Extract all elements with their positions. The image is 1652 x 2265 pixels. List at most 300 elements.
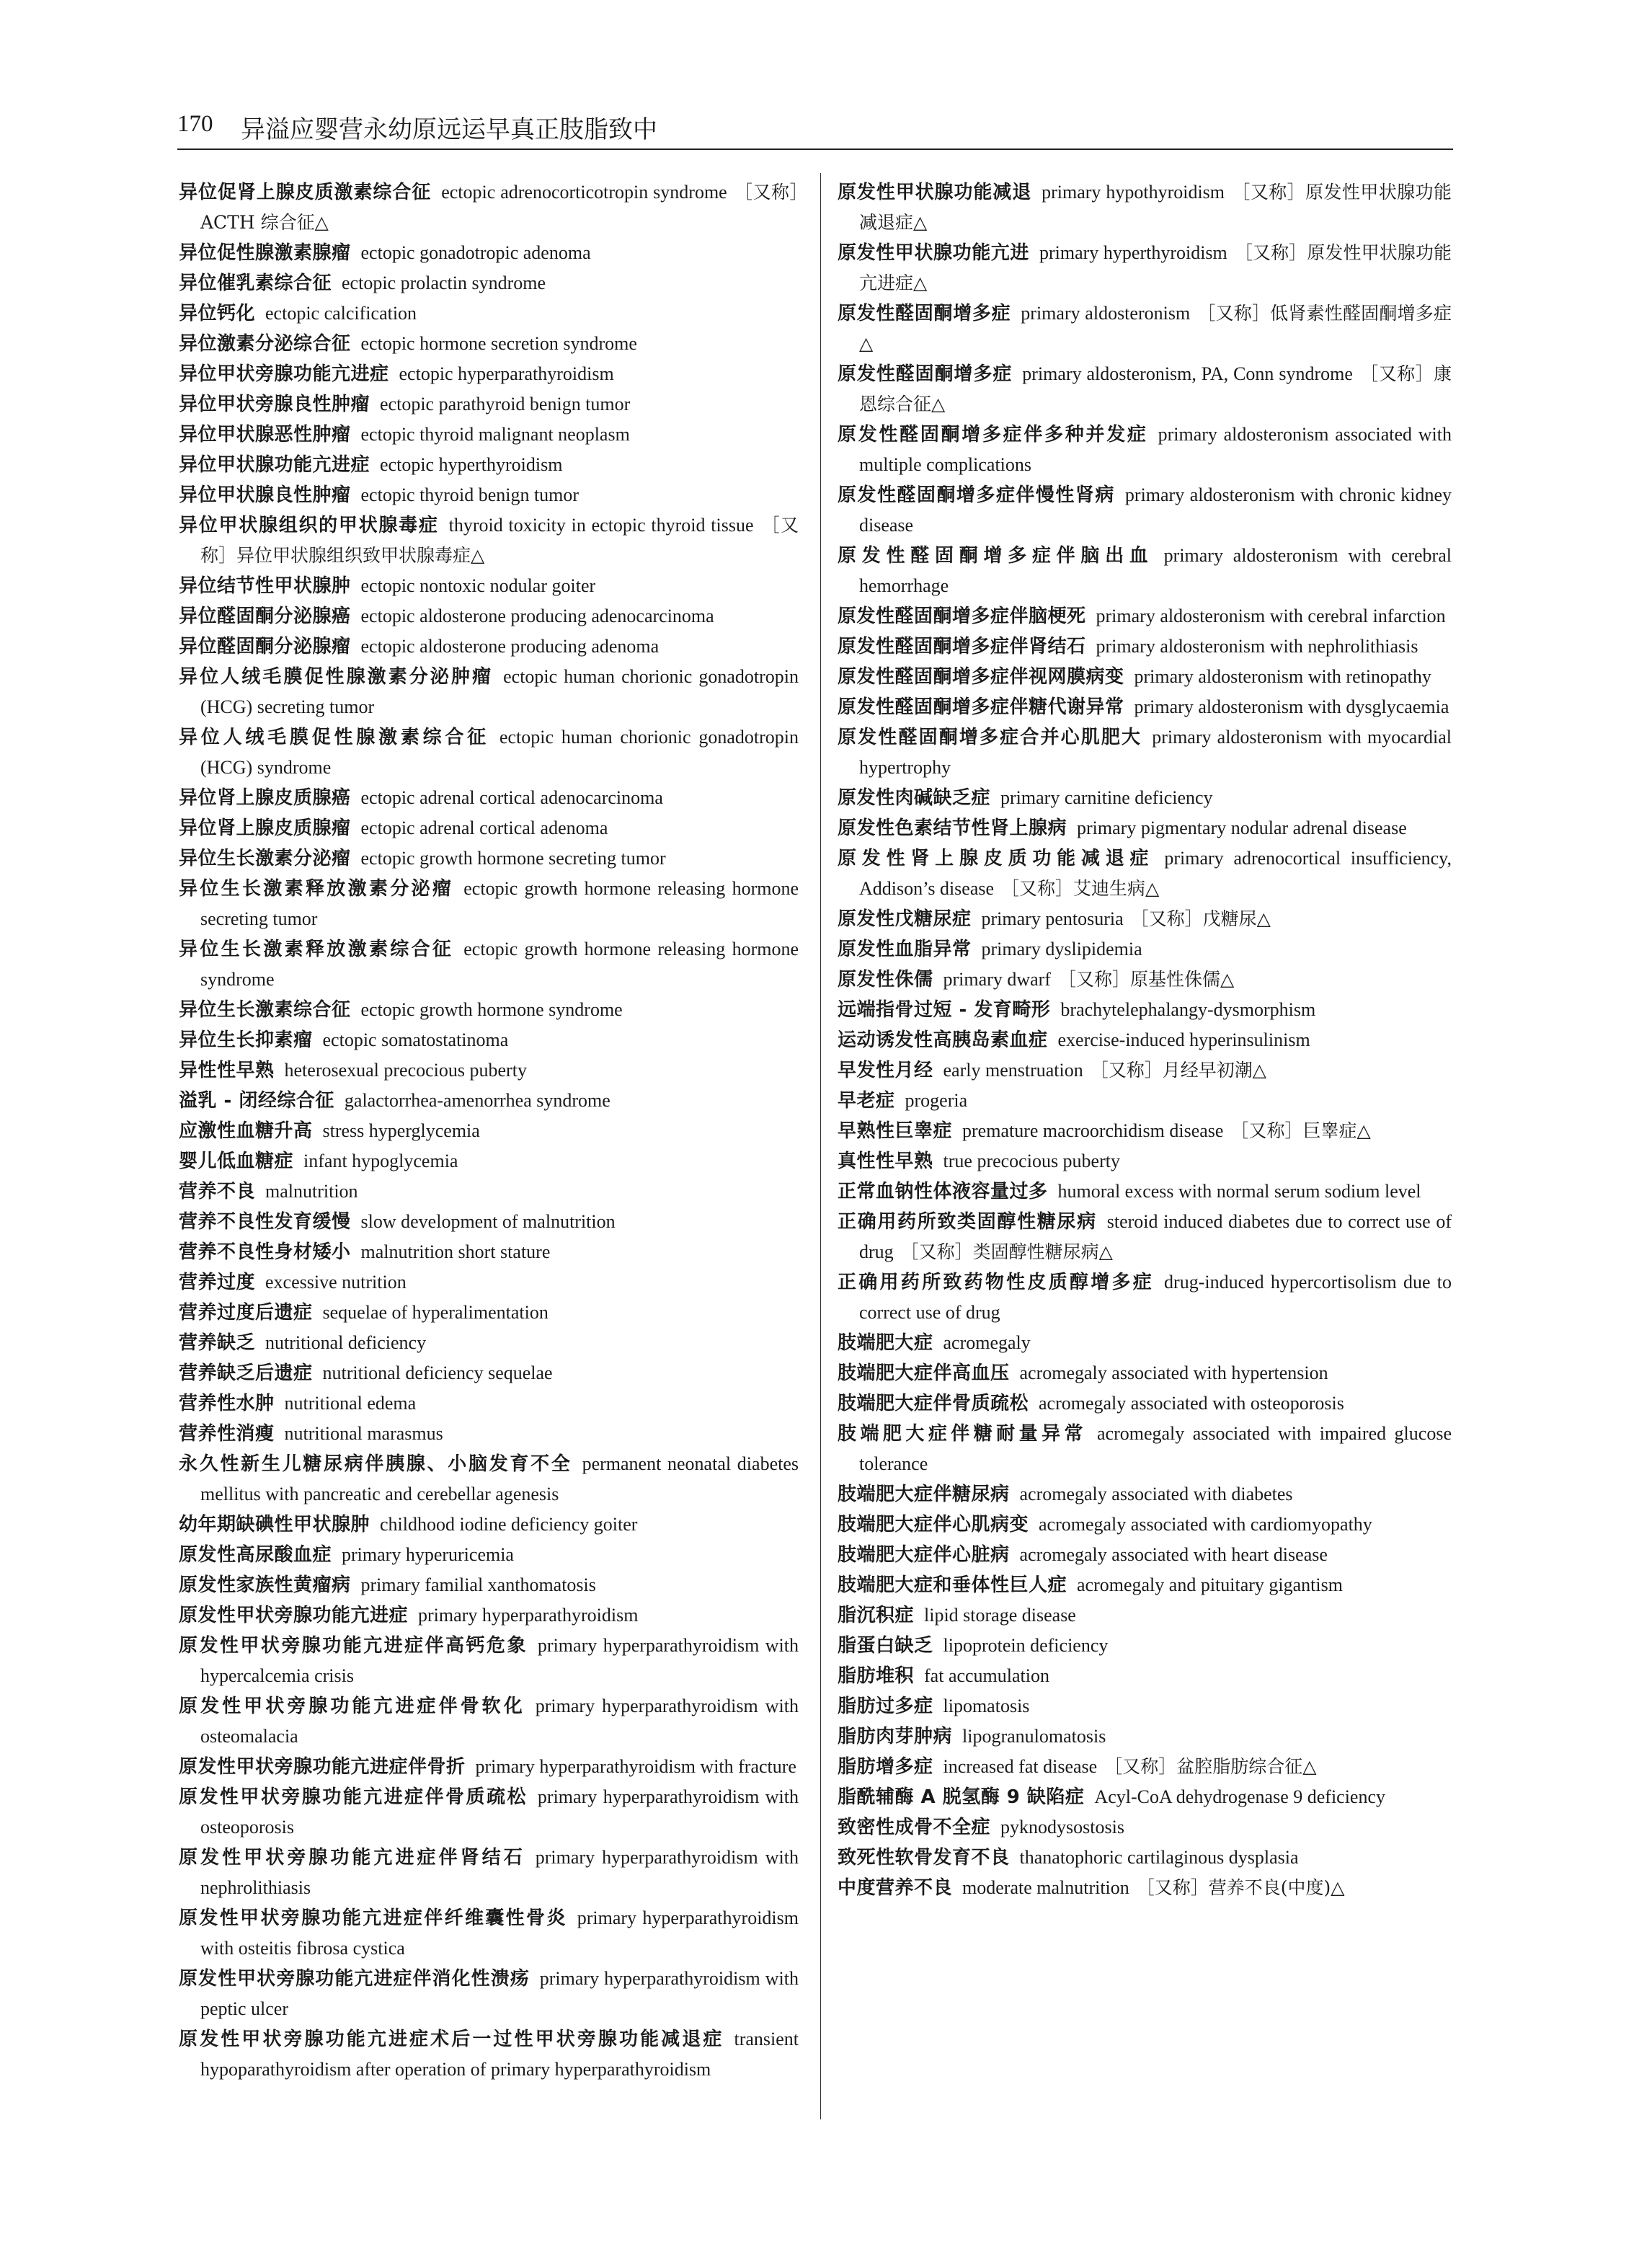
glossary-entry — [179, 1631, 799, 1691]
term-chinese: 异位甲状腺组织的甲状腺毒症 — [179, 515, 439, 536]
term-chinese: 异位人绒毛膜促性腺激素分泌肿瘤 — [179, 666, 494, 688]
glossary-entry — [179, 631, 799, 662]
term-chinese: 异位人绒毛膜促性腺激素综合征 — [179, 727, 489, 748]
term-english: malnutrition short stature — [360, 1241, 551, 1262]
term-chinese: 原发性醛固酮增多症伴慢性肾病 — [838, 484, 1115, 506]
term-chinese: 原发性甲状旁腺功能亢进症伴纤维囊性骨炎 — [179, 1907, 567, 1929]
glossary-entry — [838, 934, 1452, 965]
term-english: primary aldosteronism — [1021, 303, 1191, 324]
term-english: ectopic growth hormone syndrome — [360, 999, 623, 1020]
term-chinese: 营养不良性身材矮小 — [179, 1241, 351, 1263]
term-english: primary hyperthyroidism — [1039, 242, 1227, 263]
term-english: primary dyslipidemia — [981, 939, 1142, 959]
term-chinese: 肢端肥大症伴心脏病 — [838, 1544, 1010, 1566]
term-chinese: 肢端肥大症伴心肌病变 — [838, 1514, 1029, 1535]
term-chinese: 应激性血糖升高 — [179, 1120, 313, 1142]
glossary-entry — [838, 662, 1452, 692]
term-english: infant hypoglycemia — [303, 1151, 458, 1171]
term-chinese: 肢端肥大症 — [838, 1332, 933, 1354]
term-chinese: 原发性醛固酮增多症伴脑梗死 — [838, 606, 1086, 627]
term-english: permanent neonatal diabetes mellitus with pancreatic and cerebellar agenesis — [200, 1453, 799, 1504]
right-column — [838, 177, 1452, 1903]
term-chinese: 原发性醛固酮增多症合并心肌肥大 — [838, 727, 1142, 748]
glossary-entry — [179, 450, 799, 480]
glossary-entry — [179, 722, 799, 783]
glossary-entry — [179, 1237, 799, 1267]
glossary-entry — [838, 177, 1452, 238]
term-chinese: 早发性月经 — [838, 1060, 933, 1081]
term-chinese: 原发性甲状旁腺功能亢进症 — [179, 1605, 409, 1626]
term-english: acromegaly associated with diabetes — [1019, 1484, 1293, 1504]
glossary-entry — [179, 1358, 799, 1388]
term-chinese: 脂肪堆积 — [838, 1665, 915, 1687]
glossary-entry — [179, 1086, 799, 1116]
glossary-entry — [838, 995, 1452, 1025]
term-chinese: 肢端肥大症伴糖耐量异常 — [838, 1423, 1087, 1445]
term-english: ectopic growth hormone secreting tumor — [360, 848, 666, 869]
term-synonym: ［又称］低肾素性醛固酮增多症△ — [859, 303, 1452, 354]
header-rule — [177, 149, 1453, 150]
term-english: galactorrhea-amenorrhea syndrome — [344, 1090, 610, 1111]
term-english: primary aldosteronism, PA, Conn syndrome — [1022, 363, 1353, 384]
term-chinese: 异位甲状腺良性肿瘤 — [179, 484, 351, 506]
page-header — [177, 108, 1453, 147]
glossary-entry — [179, 1146, 799, 1176]
term-chinese: 正确用药所致药物性皮质醇增多症 — [838, 1272, 1155, 1293]
term-synonym: ［又称］营养不良(中度)△ — [1136, 1877, 1345, 1898]
term-english: ectopic prolactin syndrome — [342, 272, 546, 293]
glossary-entry — [179, 662, 799, 722]
glossary-entry — [838, 965, 1452, 995]
glossary-entry — [838, 813, 1452, 843]
term-chinese: 营养缺乏 — [179, 1332, 256, 1354]
glossary-entry — [179, 995, 799, 1025]
glossary-entry — [179, 2024, 799, 2085]
term-english: lipomatosis — [943, 1696, 1030, 1716]
term-chinese: 异性性早熟 — [179, 1060, 275, 1081]
glossary-entry — [838, 783, 1452, 813]
term-chinese: 肢端肥大症伴糖尿病 — [838, 1484, 1010, 1505]
glossary-entry — [179, 783, 799, 813]
glossary-entry — [838, 1207, 1452, 1267]
glossary-entry — [179, 601, 799, 631]
glossary-entry — [838, 1328, 1452, 1358]
glossary-entry — [838, 1782, 1452, 1812]
term-english: heterosexual precocious puberty — [284, 1060, 527, 1081]
term-chinese: 异位促肾上腺皮质激素综合征 — [179, 182, 432, 203]
glossary-entry — [838, 1146, 1452, 1176]
term-chinese: 肢端肥大症伴高血压 — [838, 1362, 1010, 1384]
term-english: ectopic somatostatinoma — [322, 1029, 509, 1050]
term-english: primary pentosuria — [981, 908, 1124, 929]
glossary-entry — [179, 1388, 799, 1419]
term-english: primary adrenocortical insufficiency, Addison’s disease — [859, 848, 1452, 899]
glossary-entry — [179, 1449, 799, 1510]
term-chinese: 原发性甲状腺功能减退 — [838, 182, 1032, 203]
term-chinese: 异位甲状腺恶性肿瘤 — [179, 424, 351, 446]
term-english: nutritional deficiency — [265, 1332, 427, 1353]
term-chinese: 异位醛固酮分泌腺瘤 — [179, 636, 351, 657]
term-chinese: 脂酰辅酶 A 脱氢酶 9 缺陷症 — [838, 1786, 1085, 1808]
glossary-entry — [179, 1419, 799, 1449]
term-english: primary aldosteronism with cerebral hemorrhage — [859, 545, 1452, 596]
term-chinese: 原发性醛固酮增多症 — [838, 363, 1013, 385]
term-english: drug-induced hypercortisolism due to correct use of drug — [859, 1272, 1452, 1323]
glossary-entry — [179, 1903, 799, 1964]
term-chinese: 异位催乳素综合征 — [179, 272, 332, 294]
term-english: ectopic hyperparathyroidism — [399, 363, 614, 384]
term-english: ectopic thyroid malignant neoplasm — [360, 424, 630, 445]
term-synonym: ［又称］ACTH 综合征△ — [200, 182, 799, 233]
glossary-entry — [838, 1116, 1452, 1146]
term-chinese: 脂肪过多症 — [838, 1696, 933, 1717]
term-english: ectopic growth hormone releasing hormone syndrome — [200, 939, 799, 990]
glossary-entry — [179, 268, 799, 298]
term-english: primary aldosteronism with chronic kidney disease — [859, 484, 1452, 536]
term-chinese: 异位甲状腺功能亢进症 — [179, 454, 370, 476]
term-chinese: 异位钙化 — [179, 303, 256, 324]
term-english: ectopic gonadotropic adenoma — [360, 242, 591, 263]
term-english: primary hyperparathyroidism with osteitis fibrosa cystica — [200, 1907, 799, 1959]
glossary-entry — [179, 238, 799, 268]
column-divider — [820, 173, 821, 2119]
glossary-entry — [179, 1600, 799, 1631]
term-english: ectopic hormone secretion syndrome — [360, 333, 637, 354]
glossary-entry — [838, 722, 1452, 783]
term-english: acromegaly associated with osteoporosis — [1039, 1393, 1344, 1414]
term-english: ectopic human chorionic gonadotropin (HCG) secreting tumor — [200, 666, 799, 717]
glossary-entry — [179, 1691, 799, 1752]
term-chinese: 肢端肥大症和垂体性巨人症 — [838, 1574, 1067, 1596]
term-english: primary familial xanthomatosis — [360, 1574, 596, 1595]
term-chinese: 正确用药所致类固醇性糖尿病 — [838, 1211, 1097, 1233]
glossary-entry — [838, 1752, 1452, 1782]
term-english: Acyl-CoA dehydrogenase 9 deficiency — [1094, 1786, 1386, 1807]
term-english: slow development of malnutrition — [360, 1211, 616, 1232]
term-english: stress hyperglycemia — [322, 1120, 480, 1141]
term-english: primary aldosteronism with myocardial hypertrophy — [859, 727, 1452, 778]
term-english: primary hyperparathyroidism with osteoporosis — [200, 1786, 799, 1838]
term-english: exercise-induced hyperinsulinism — [1057, 1029, 1310, 1050]
glossary-entry — [179, 359, 799, 389]
term-chinese: 原发性甲状旁腺功能亢进症伴消化性溃疡 — [179, 1968, 530, 1990]
term-chinese: 原发性醛固酮增多症伴多种并发症 — [838, 424, 1148, 446]
term-chinese: 婴儿低血糖症 — [179, 1151, 294, 1172]
glossary-entry — [838, 1843, 1452, 1873]
term-chinese: 异位甲状旁腺良性肿瘤 — [179, 394, 370, 415]
term-english: true precocious puberty — [943, 1151, 1120, 1171]
term-chinese: 营养不良 — [179, 1181, 256, 1202]
term-english: primary hyperuricemia — [342, 1544, 514, 1565]
term-chinese: 溢乳 - 闭经综合征 — [179, 1090, 334, 1112]
page-number: 170 — [177, 111, 213, 137]
glossary-entry — [179, 329, 799, 359]
term-chinese: 原发性醛固酮增多症伴糖代谢异常 — [838, 696, 1124, 718]
term-english: ectopic parathyroid benign tumor — [380, 394, 631, 415]
term-chinese: 原发性甲状旁腺功能亢进症伴骨质疏松 — [179, 1786, 528, 1808]
term-chinese: 原发性甲状旁腺功能亢进症伴高钙危象 — [179, 1635, 528, 1657]
glossary-entry — [838, 480, 1452, 541]
glossary-entry — [179, 934, 799, 995]
term-english: excessive nutrition — [265, 1272, 407, 1293]
glossary-entry — [179, 1782, 799, 1843]
term-chinese: 异位肾上腺皮质腺瘤 — [179, 817, 351, 839]
term-english: acromegaly — [943, 1332, 1031, 1353]
term-chinese: 原发性侏儒 — [838, 969, 933, 990]
term-chinese: 异位醛固酮分泌腺癌 — [179, 606, 351, 627]
glossary-entry — [838, 1419, 1452, 1479]
term-synonym: ［又称］异位甲状腺组织致甲状腺毒症△ — [200, 515, 799, 566]
term-synonym: ［又称］月经早初潮△ — [1090, 1060, 1266, 1081]
term-synonym: ［又称］康恩综合征△ — [859, 363, 1452, 415]
term-chinese: 早熟性巨睾症 — [838, 1120, 953, 1142]
glossary-entry — [179, 874, 799, 934]
glossary-entry — [179, 1267, 799, 1298]
term-english: ectopic adrenal cortical adenocarcinoma — [360, 787, 663, 808]
term-chinese: 异位肾上腺皮质腺癌 — [179, 787, 351, 809]
term-english: primary hyperparathyroidism with fracture — [475, 1756, 796, 1777]
term-english: ectopic adrenocorticotropin syndrome — [441, 182, 727, 203]
glossary-entry — [838, 1388, 1452, 1419]
glossary-entry — [838, 1661, 1452, 1691]
glossary-entry — [838, 1873, 1452, 1903]
term-chinese: 异位甲状旁腺功能亢进症 — [179, 363, 389, 385]
glossary-entry — [179, 1116, 799, 1146]
term-synonym: ［又称］艾迪生病△ — [1001, 878, 1160, 899]
term-english: thyroid toxicity in ectopic thyroid tissue — [448, 515, 754, 536]
glossary-entry — [179, 813, 799, 843]
term-chinese: 异位生长激素释放激素综合征 — [179, 939, 454, 960]
glossary-entry — [838, 1479, 1452, 1510]
term-english: primary dwarf — [943, 969, 1051, 990]
glossary-entry — [838, 1631, 1452, 1661]
glossary-entry — [838, 541, 1452, 601]
term-english: sequelae of hyperalimentation — [322, 1302, 549, 1323]
glossary-entry — [838, 238, 1452, 298]
left-column — [179, 177, 799, 2085]
term-english: primary aldosteronism with retinopathy — [1134, 666, 1431, 687]
term-english: acromegaly associated with cardiomyopathy — [1039, 1514, 1372, 1535]
term-english: transient hypoparathyroidism after operation of primary hyperparathyroidism — [200, 2029, 799, 2080]
term-chinese: 原发性醛固酮增多症 — [838, 303, 1011, 324]
term-synonym: ［又称］类固醇性糖尿病△ — [900, 1241, 1113, 1262]
term-chinese: 脂沉积症 — [838, 1605, 915, 1626]
term-english: ectopic hyperthyroidism — [380, 454, 563, 475]
term-chinese: 运动诱发性高胰岛素血症 — [838, 1029, 1048, 1051]
glossary-entry — [179, 1055, 799, 1086]
glossary-entry — [179, 1570, 799, 1600]
term-chinese: 原发性甲状腺功能亢进 — [838, 242, 1029, 264]
term-chinese: 原发性色素结节性肾上腺病 — [838, 817, 1067, 839]
term-english: nutritional marasmus — [284, 1423, 443, 1444]
term-english: increased fat disease — [943, 1756, 1098, 1777]
term-chinese: 早老症 — [838, 1090, 895, 1112]
glossary-entry — [838, 1510, 1452, 1540]
glossary-entry — [838, 1691, 1452, 1721]
term-chinese: 营养过度 — [179, 1272, 256, 1293]
glossary-entry — [838, 631, 1452, 662]
term-chinese: 致密性成骨不全症 — [838, 1817, 991, 1838]
term-english: nutritional edema — [284, 1393, 417, 1414]
glossary-entry — [838, 1812, 1452, 1843]
glossary-entry — [179, 1843, 799, 1903]
glossary-entry — [838, 1176, 1452, 1207]
glossary-entry — [838, 1267, 1452, 1328]
glossary-entry — [838, 843, 1452, 904]
term-chinese: 异位结节性甲状腺肿 — [179, 575, 351, 597]
glossary-entry — [838, 601, 1452, 631]
glossary-entry — [179, 1298, 799, 1328]
term-english: primary hyperparathyroidism with osteomalacia — [200, 1696, 799, 1747]
term-chinese: 脂肪增多症 — [838, 1756, 933, 1778]
term-english: childhood iodine deficiency goiter — [380, 1514, 638, 1535]
glossary-entry — [179, 177, 799, 238]
term-english: lipogranulomatosis — [962, 1726, 1106, 1747]
glossary-entry — [179, 510, 799, 571]
term-english: brachytelephalangy-dysmorphism — [1060, 999, 1316, 1020]
term-chinese: 原发性醛固酮增多症伴脑出血 — [838, 545, 1154, 567]
term-chinese: 原发性高尿酸血症 — [179, 1544, 332, 1566]
term-chinese: 脂肪肉芽肿病 — [838, 1726, 953, 1747]
term-chinese: 原发性甲状旁腺功能亢进症伴骨折 — [179, 1756, 466, 1778]
term-synonym: ［又称］盆腔脂肪综合征△ — [1104, 1756, 1317, 1777]
term-synonym: ［又称］原基性侏儒△ — [1057, 969, 1235, 990]
glossary-entry — [179, 571, 799, 601]
term-english: steroid induced diabetes due to correct use of drug — [859, 1211, 1452, 1262]
term-chinese: 异位激素分泌综合征 — [179, 333, 351, 355]
term-english: primary pigmentary nodular adrenal disease — [1077, 817, 1407, 838]
term-english: lipid storage disease — [924, 1605, 1076, 1626]
term-chinese: 异位生长激素综合征 — [179, 999, 351, 1021]
glossary-entry — [838, 359, 1452, 420]
glossary-entry — [838, 904, 1452, 934]
term-english: progeria — [905, 1090, 968, 1111]
term-english: humoral excess with normal serum sodium level — [1057, 1181, 1421, 1202]
glossary-entry — [179, 1207, 799, 1237]
glossary-entry — [179, 389, 799, 420]
term-chinese: 原发性甲状旁腺功能亢进症伴骨软化 — [179, 1696, 525, 1717]
glossary-entry — [838, 1540, 1452, 1570]
term-english: ectopic adrenal cortical adenoma — [360, 817, 608, 838]
glossary-entry — [838, 1600, 1452, 1631]
term-chinese: 原发性甲状旁腺功能亢进症术后一过性甲状旁腺功能减退症 — [179, 2029, 724, 2050]
glossary-entry — [838, 298, 1452, 359]
term-english: acromegaly associated with impaired glucose tolerance — [859, 1423, 1452, 1474]
glossary-entry — [179, 1176, 799, 1207]
glossary-entry — [838, 420, 1452, 480]
running-title: 异溢应婴营永幼原远运早真正肢脂致中 — [241, 115, 657, 144]
term-english: lipoprotein deficiency — [943, 1635, 1109, 1656]
term-english: acromegaly associated with hypertension — [1019, 1362, 1328, 1383]
glossary-entry — [838, 1570, 1452, 1600]
term-chinese: 脂蛋白缺乏 — [838, 1635, 933, 1657]
term-english: early menstruation — [943, 1060, 1083, 1081]
term-chinese: 原发性家族性黄瘤病 — [179, 1574, 351, 1596]
term-english: acromegaly and pituitary gigantism — [1077, 1574, 1343, 1595]
term-chinese: 正常血钠性体液容量过多 — [838, 1181, 1048, 1202]
term-english: ectopic nontoxic nodular goiter — [360, 575, 596, 596]
term-chinese: 幼年期缺碘性甲状腺肿 — [179, 1514, 370, 1535]
term-english: ectopic calcification — [265, 303, 417, 324]
term-chinese: 营养缺乏后遗症 — [179, 1362, 313, 1384]
term-chinese: 原发性肉碱缺乏症 — [838, 787, 991, 809]
term-english: ectopic aldosterone producing adenocarcinoma — [360, 606, 714, 626]
term-english: moderate malnutrition — [962, 1877, 1129, 1898]
glossary-entry — [179, 480, 799, 510]
term-english: primary hyperparathyroidism with hypercalcemia crisis — [200, 1635, 799, 1686]
term-english: primary hyperparathyroidism with peptic ulcer — [200, 1968, 799, 2019]
glossary-entry — [838, 1086, 1452, 1116]
term-chinese: 营养过度后遗症 — [179, 1302, 313, 1324]
glossary-entry — [838, 1025, 1452, 1055]
term-chinese: 异位生长激素分泌瘤 — [179, 848, 351, 869]
term-chinese: 原发性肾上腺皮质功能减退症 — [838, 848, 1155, 869]
glossary-entry — [838, 1358, 1452, 1388]
term-english: ectopic aldosterone producing adenoma — [360, 636, 660, 657]
term-english: primary aldosteronism with cerebral infarction — [1096, 606, 1446, 626]
term-chinese: 异位生长抑素瘤 — [179, 1029, 313, 1051]
glossary-entry — [838, 692, 1452, 722]
term-chinese: 肢端肥大症伴骨质疏松 — [838, 1393, 1029, 1414]
term-english: primary hyperparathyroidism — [418, 1605, 639, 1626]
term-chinese: 远端指骨过短 - 发育畸形 — [838, 999, 1051, 1021]
term-chinese: 真性性早熟 — [838, 1151, 933, 1172]
term-chinese: 原发性甲状旁腺功能亢进症伴肾结石 — [179, 1847, 525, 1869]
term-chinese: 致死性软骨发育不良 — [838, 1847, 1010, 1869]
glossary-entry — [179, 1328, 799, 1358]
term-english: thanatophoric cartilaginous dysplasia — [1019, 1847, 1299, 1868]
term-chinese: 原发性血脂异常 — [838, 939, 972, 960]
glossary-entry — [179, 1964, 799, 2024]
term-english: primary carnitine deficiency — [1000, 787, 1213, 808]
term-chinese: 永久性新生儿糖尿病伴胰腺、小脑发育不全 — [179, 1453, 572, 1475]
term-english: malnutrition — [265, 1181, 358, 1202]
glossary-entry — [179, 298, 799, 329]
term-english: primary aldosteronism associated with multiple complications — [859, 424, 1452, 475]
glossary-entry — [838, 1055, 1452, 1086]
term-chinese: 异位促性腺激素腺瘤 — [179, 242, 351, 264]
term-chinese: 原发性戊糖尿症 — [838, 908, 972, 930]
term-synonym: ［又称］戊糖尿△ — [1130, 908, 1271, 929]
term-english: ectopic growth hormone releasing hormone secreting tumor — [200, 878, 799, 929]
glossary-entry — [179, 843, 799, 874]
term-english: premature macroorchidism disease — [962, 1120, 1224, 1141]
term-english: ectopic human chorionic gonadotropin (HCG) syndrome — [200, 727, 799, 778]
term-english: primary hypothyroidism — [1042, 182, 1225, 203]
glossary-entry — [179, 1540, 799, 1570]
term-english: acromegaly associated with heart disease — [1019, 1544, 1328, 1565]
term-english: fat accumulation — [924, 1665, 1049, 1686]
term-chinese: 原发性醛固酮增多症伴肾结石 — [838, 636, 1086, 657]
term-english: nutritional deficiency sequelae — [322, 1362, 553, 1383]
term-chinese: 异位生长激素释放激素分泌瘤 — [179, 878, 454, 900]
term-chinese: 营养不良性发育缓慢 — [179, 1211, 351, 1233]
term-synonym: ［又称］原发性甲状腺功能减退症△ — [859, 182, 1452, 233]
term-english: ectopic thyroid benign tumor — [360, 484, 579, 505]
term-english: pyknodysostosis — [1000, 1817, 1124, 1838]
term-chinese: 营养性水肿 — [179, 1393, 275, 1414]
term-chinese: 原发性醛固酮增多症伴视网膜病变 — [838, 666, 1124, 688]
term-english: primary aldosteronism with dysglycaemia — [1134, 696, 1449, 717]
glossary-entry — [179, 1025, 799, 1055]
term-synonym: ［又称］巨睾症△ — [1230, 1120, 1371, 1141]
glossary-entry — [838, 1721, 1452, 1752]
glossary-entry — [179, 1752, 799, 1782]
term-chinese: 中度营养不良 — [838, 1877, 953, 1899]
glossary-entry — [179, 1510, 799, 1540]
term-chinese: 营养性消瘦 — [179, 1423, 275, 1445]
term-english: primary hyperparathyroidism with nephrolithiasis — [200, 1847, 799, 1898]
